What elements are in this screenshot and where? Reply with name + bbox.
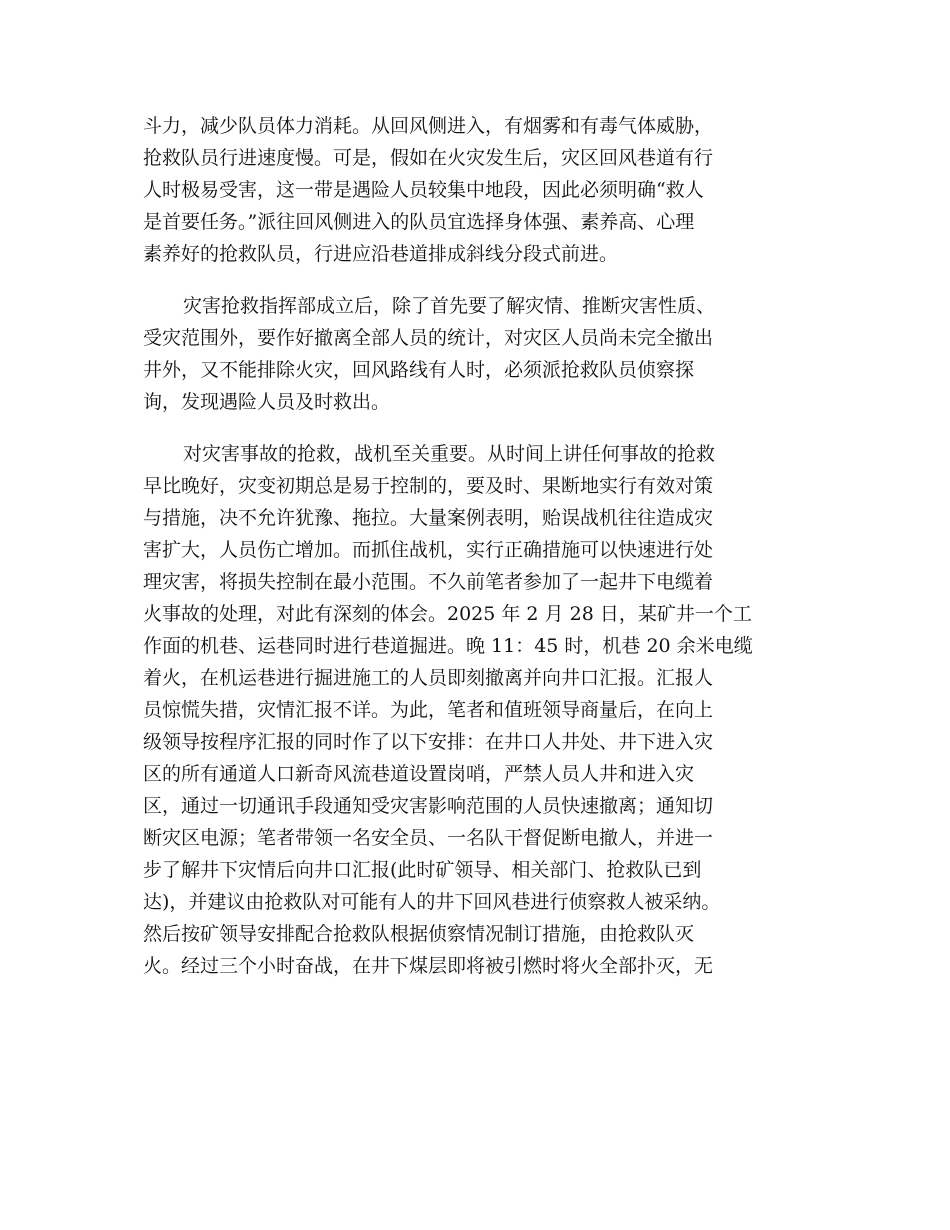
paragraph-3 [143,438,811,982]
text-line: 害扩大，人员伤亡增加。而抓住战机，实行正确措施可以快速进行处 [143,539,714,561]
paragraph-1 [143,110,811,270]
document-body [143,110,811,982]
text-line: 员惊慌失措，灾情汇报不详。为此，笔者和值班领导商量后，在向上 [143,699,714,721]
text-line: 与措施，决不允许犹豫、拖拉。大量案例表明，贻误战机往往造成灾 [143,507,714,529]
text-line: 理灾害，将损失控制在最小范围。不久前笔者参加了一起井下电缆着 [143,571,714,593]
text-line: 作面的机巷、运巷同时进行巷道掘进。晚 11：45 时，机巷 20 余米电缆 [143,635,753,657]
text-line: 区的所有通道人口新奇风流巷道设置岗哨，严禁人员人井和进入灾 [143,763,695,785]
paragraph-2 [143,290,811,418]
text-line: 灾害抢救指挥部成立后，除了首先要了解灾情、推断灾害性质、 [183,295,716,317]
text-line: 早比晚好，灾变初期总是易于控制的，要及时、果断地实行有效对策 [143,475,714,497]
text-line: 是首要任务。”派往回风侧进入的队员宜选择身体强、素养高、心理 [143,211,695,233]
paragraph-spacer [143,418,811,438]
text-line: 抢救队员行进速度慢。可是，假如在火灾发生后，灾区回风巷道有行 [143,147,714,169]
text-line: 区，通过一切通讯手段通知受灾害影响范围的人员快速撤离；通知切 [143,795,714,817]
text-line: 素养好的抢救队员，行进应沿巷道排成斜线分段式前进。 [143,243,619,265]
paragraph-spacer [143,270,811,290]
text-line: 断灾区电源；笔者带领一名安全员、一名队干督促断电撤人，并进一 [143,827,714,849]
text-line: 火事故的处理，对此有深刻的体会。2025 年 2 月 28 日，某矿井一个工 [143,603,752,625]
text-line: 询，发现遇险人员及时救出。 [143,391,391,413]
text-line: 火。经过三个小时奋战，在井下煤层即将被引燃时将火全部扑灭，无 [143,955,714,977]
text-line: 受灾范围外，要作好撤离全部人员的统计，对灾区人员尚未完全撤出 [143,327,714,349]
text-line: 人时极易受害，这一带是遇险人员较集中地段，因此必须明确“救人 [143,179,704,201]
text-line: 步了解井下灾情后向井口汇报(此时矿领导、相关部门、抢救队已到 [143,859,702,881]
text-line: 着火，在机运巷进行掘进施工的人员即刻撤离并向井口汇报。汇报人 [143,667,714,689]
text-line: 井外，又不能排除火灾，回风路线有人时，必须派抢救队员侦察探 [143,359,695,381]
text-line: 斗力，减少队员体力消耗。从回风侧进入，有烟雾和有毒气体威胁， [143,115,714,137]
text-line: 对灾害事故的抢救，战机至关重要。从时间上讲任何事故的抢救 [183,443,716,465]
text-line: 然后按矿领导安排配合抢救队根据侦察情况制订措施，由抢救队灭 [143,923,695,945]
text-line: 级领导按程序汇报的同时作了以下安排：在井口人井处、井下进入灾 [143,731,714,753]
text-line: 达)，并建议由抢救队对可能有人的井下回风巷进行侦察救人被采纳。 [143,891,721,913]
